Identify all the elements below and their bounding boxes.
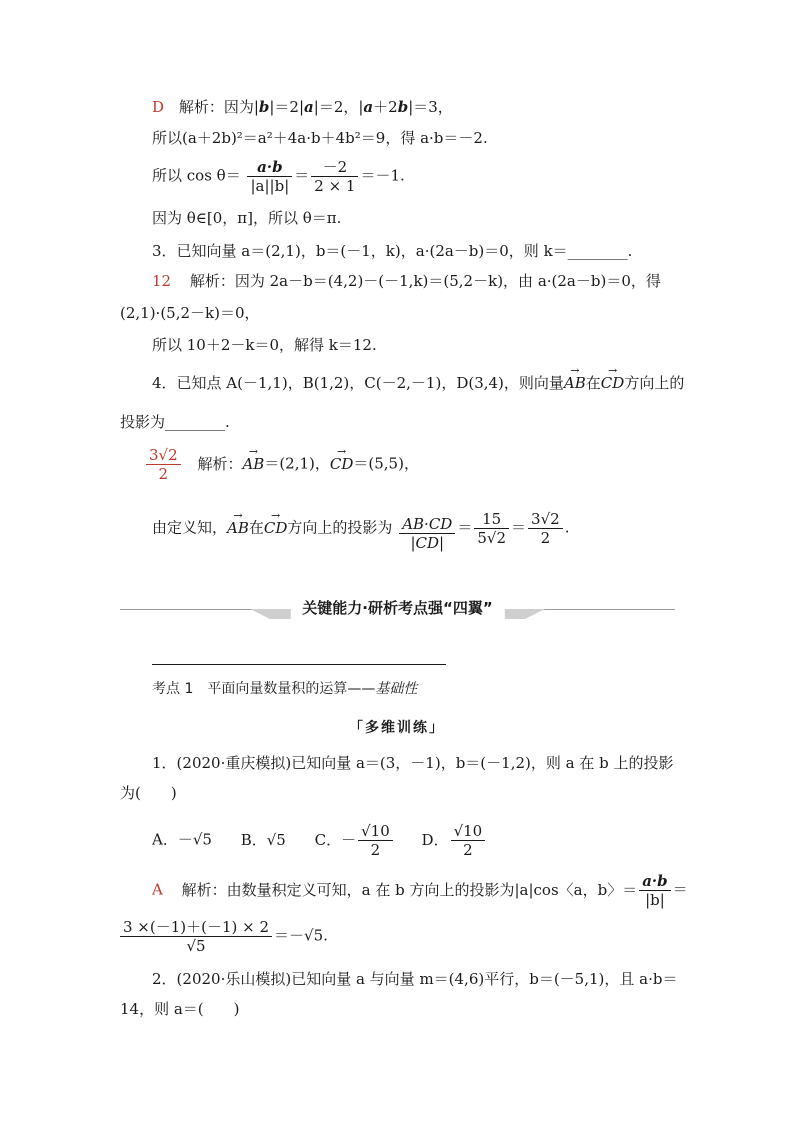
exercise-1-options	[152, 822, 487, 859]
fraction	[528, 510, 563, 547]
topic-underline	[152, 664, 446, 665]
text: 解析：由数量积定义可知，a 在 b 方向上的投影为|a|cos〈a，b〉＝	[181, 880, 638, 899]
fraction	[247, 158, 292, 195]
solution-line: 所以 cos θ＝ $\frac{a\cdot b}{|a||b|}$ ＝ $\frac{-2}{2 \times 1}$ ＝－1.	[152, 158, 405, 195]
topic-tag: 基础性	[375, 681, 418, 697]
vector-cd: → CD	[264, 517, 288, 539]
denominator: 2	[158, 465, 169, 483]
denominator: |a||b|	[250, 177, 290, 195]
numerator: 15	[474, 510, 509, 529]
denominator: 2	[540, 529, 551, 547]
text: 在	[585, 374, 601, 392]
denominator: 2	[463, 841, 473, 859]
text: a	[363, 98, 374, 116]
sub-heading: 「多维训练」	[349, 720, 445, 736]
text: ＝(2,1)，	[264, 454, 330, 473]
section-title: 关键能力·研析考点强“四翼”	[290, 597, 504, 619]
solution-line: 由定义知，→ AB在→ CD方向上的投影为 $\frac{AB\cdot CD}{|CD|}$ ＝ $\frac{15}{5√2}$ ＝ $\frac{3√2}{2}$ .	[152, 505, 569, 552]
numerator: √10	[358, 822, 393, 841]
text: ＝－√5.	[274, 926, 328, 945]
answer-fraction	[146, 446, 181, 483]
vector-ab: → AB	[227, 517, 249, 539]
text: 4．已知点 A(－1,1)，B(1,2)，C(－2,－1)，D(3,4)，则向量	[152, 374, 564, 392]
text: 解析：	[197, 454, 243, 473]
text: a	[304, 98, 314, 116]
vector-ab: → AB	[564, 372, 586, 394]
text: ＋2	[373, 98, 398, 116]
denominator: 5√2	[477, 529, 507, 547]
numerator: 3√2	[146, 446, 181, 465]
option-c: C．－	[314, 830, 357, 849]
exercise-2-stem-line2: 14，则 a＝( )	[120, 1000, 240, 1018]
vector-cd: → CD	[330, 453, 354, 475]
denominator: |CD|	[410, 534, 445, 552]
text: |＝2|	[269, 98, 305, 116]
numerator: a·b	[639, 872, 670, 891]
numerator: AB·CD	[399, 505, 455, 534]
text: |＝2，|	[313, 98, 364, 116]
numerator: √10	[451, 822, 486, 841]
answer-label: 12	[152, 272, 172, 290]
question-3-stem: 3．已知向量 a＝(2,1)，b＝(－1，k)，a·(2a－b)＝0，则 k＝________.	[152, 242, 633, 260]
section-divider	[120, 597, 675, 623]
text: 解析：因为|	[178, 98, 259, 116]
denominator: √5	[186, 937, 206, 955]
exercise-1-solution	[152, 872, 688, 909]
text: b	[258, 98, 270, 116]
text: |＝3，	[408, 98, 453, 116]
text: 在	[248, 518, 264, 537]
numerator: 3√2	[528, 510, 563, 529]
solution-line: 因为 θ∈[0，π]，所以 θ＝π.	[152, 209, 342, 227]
vector-cd: → CD	[601, 372, 625, 394]
option-a: A．－√5	[152, 830, 212, 849]
question-4-solution	[144, 446, 419, 483]
option-b: B．√5	[240, 830, 286, 849]
text: 所以 cos θ＝	[152, 166, 241, 185]
text: ＝(5,5)，	[353, 454, 419, 473]
exercise-1-stem: 1．(2020·重庆模拟)已知向量 a＝(3，－1)，b＝(－1,2)，则 a 在 b 上的投影	[152, 754, 674, 772]
denominator: 2	[370, 841, 381, 859]
vector-ab: → AB	[242, 453, 264, 475]
solution-line: 所以(a＋2b)²＝a²＋4a·b＋4b²＝9，得 a·b＝－2.	[152, 129, 488, 147]
topic-label: 考点 1 平面向量数量积的运算——	[152, 681, 376, 697]
denominator: |b|	[645, 891, 665, 909]
numerator: a·b	[247, 158, 292, 177]
text: 方向上的	[624, 374, 685, 392]
fraction	[451, 822, 486, 859]
numerator: 3 ×(－1)＋(－1) × 2	[120, 918, 272, 937]
text: ＝	[672, 880, 688, 899]
question-4-stem	[152, 372, 684, 394]
solution-line	[118, 918, 328, 955]
question-4-stem-line2: 投影为________.	[120, 413, 230, 431]
question-3-solution	[152, 270, 661, 292]
solution-line: (2,1)·(5,2－k)＝0，	[120, 304, 260, 322]
text: 方向上的投影为	[287, 518, 393, 537]
solution-line: 所以 10＋2－k＝0，解得 k＝12.	[152, 336, 377, 354]
fraction	[399, 505, 455, 552]
answer-label: D	[152, 98, 165, 116]
fraction	[639, 872, 670, 909]
text: ＝－1.	[360, 166, 405, 185]
exercise-1-stem-line2: 为( )	[120, 784, 177, 802]
answer-label: A	[152, 880, 163, 899]
fraction	[120, 918, 272, 955]
fraction	[474, 510, 509, 547]
topic-heading	[152, 678, 417, 700]
text: .	[564, 518, 570, 537]
fraction	[311, 158, 358, 195]
text: 由定义知，	[152, 518, 228, 537]
numerator: －2	[311, 158, 358, 177]
exercise-2-stem: 2．(2020·乐山模拟)已知向量 a 与向量 m＝(4,6)平行，b＝(－5,1)，且 a·b＝	[152, 970, 678, 988]
text: 解析：因为 2a－b＝(4,2)－(－1,k)＝(5,2－k)，由 a·(2a－b)＝0，得	[189, 272, 661, 290]
solution-line	[152, 96, 453, 118]
denominator: 2 × 1	[314, 177, 356, 195]
fraction	[358, 822, 393, 859]
option-d: D．	[421, 830, 449, 849]
text: b	[397, 98, 409, 116]
